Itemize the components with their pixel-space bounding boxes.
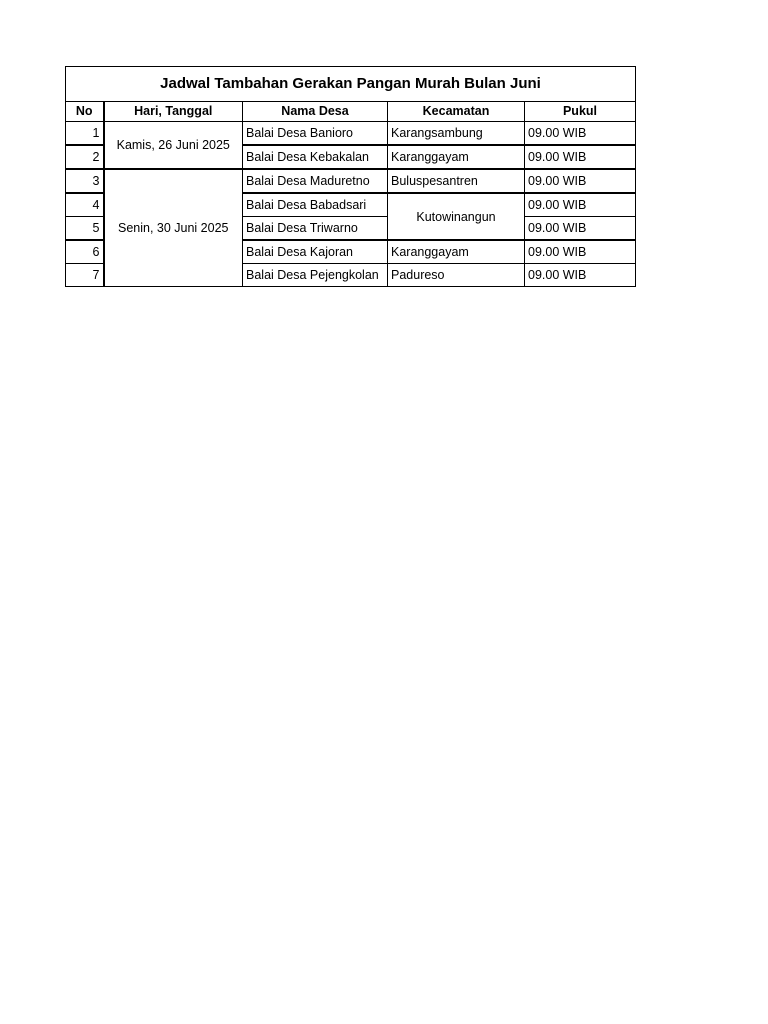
village-cell: Balai Desa Pejengkolan <box>243 264 388 287</box>
time-cell: 09.00 WIB <box>525 217 636 241</box>
time-cell: 09.00 WIB <box>525 193 636 217</box>
time-cell: 09.00 WIB <box>525 122 636 146</box>
header-row <box>66 102 636 122</box>
row-no: 4 <box>66 193 104 217</box>
row-no: 7 <box>66 264 104 287</box>
row-no: 1 <box>66 122 104 146</box>
village-cell: Balai Desa Kebakalan <box>243 145 388 169</box>
header-date: Hari, Tanggal <box>104 102 243 122</box>
title-row <box>66 67 636 102</box>
header-time: Pukul <box>525 102 636 122</box>
district-cell: Padureso <box>388 264 525 287</box>
table-row <box>66 122 636 146</box>
date-cell: Senin, 30 Juni 2025 <box>104 169 243 287</box>
village-cell: Balai Desa Triwarno <box>243 217 388 241</box>
district-cell: Karanggayam <box>388 240 525 264</box>
header-village: Nama Desa <box>243 102 388 122</box>
table-title: Jadwal Tambahan Gerakan Pangan Murah Bulan Juni <box>66 67 636 102</box>
row-no: 5 <box>66 217 104 241</box>
district-cell: Buluspesantren <box>388 169 525 193</box>
header-no: No <box>66 102 104 122</box>
date-cell: Kamis, 26 Juni 2025 <box>104 122 243 170</box>
schedule-table-container <box>65 66 635 287</box>
village-cell: Balai Desa Kajoran <box>243 240 388 264</box>
district-cell: Karanggayam <box>388 145 525 169</box>
district-cell: Karangsambung <box>388 122 525 146</box>
district-cell: Kutowinangun <box>388 193 525 240</box>
time-cell: 09.00 WIB <box>525 240 636 264</box>
row-no: 6 <box>66 240 104 264</box>
village-cell: Balai Desa Babadsari <box>243 193 388 217</box>
schedule-table <box>65 66 636 287</box>
village-cell: Balai Desa Maduretno <box>243 169 388 193</box>
time-cell: 09.00 WIB <box>525 169 636 193</box>
row-no: 3 <box>66 169 104 193</box>
time-cell: 09.00 WIB <box>525 145 636 169</box>
row-no: 2 <box>66 145 104 169</box>
time-cell: 09.00 WIB <box>525 264 636 287</box>
header-district: Kecamatan <box>388 102 525 122</box>
table-row <box>66 169 636 193</box>
village-cell: Balai Desa Banioro <box>243 122 388 146</box>
